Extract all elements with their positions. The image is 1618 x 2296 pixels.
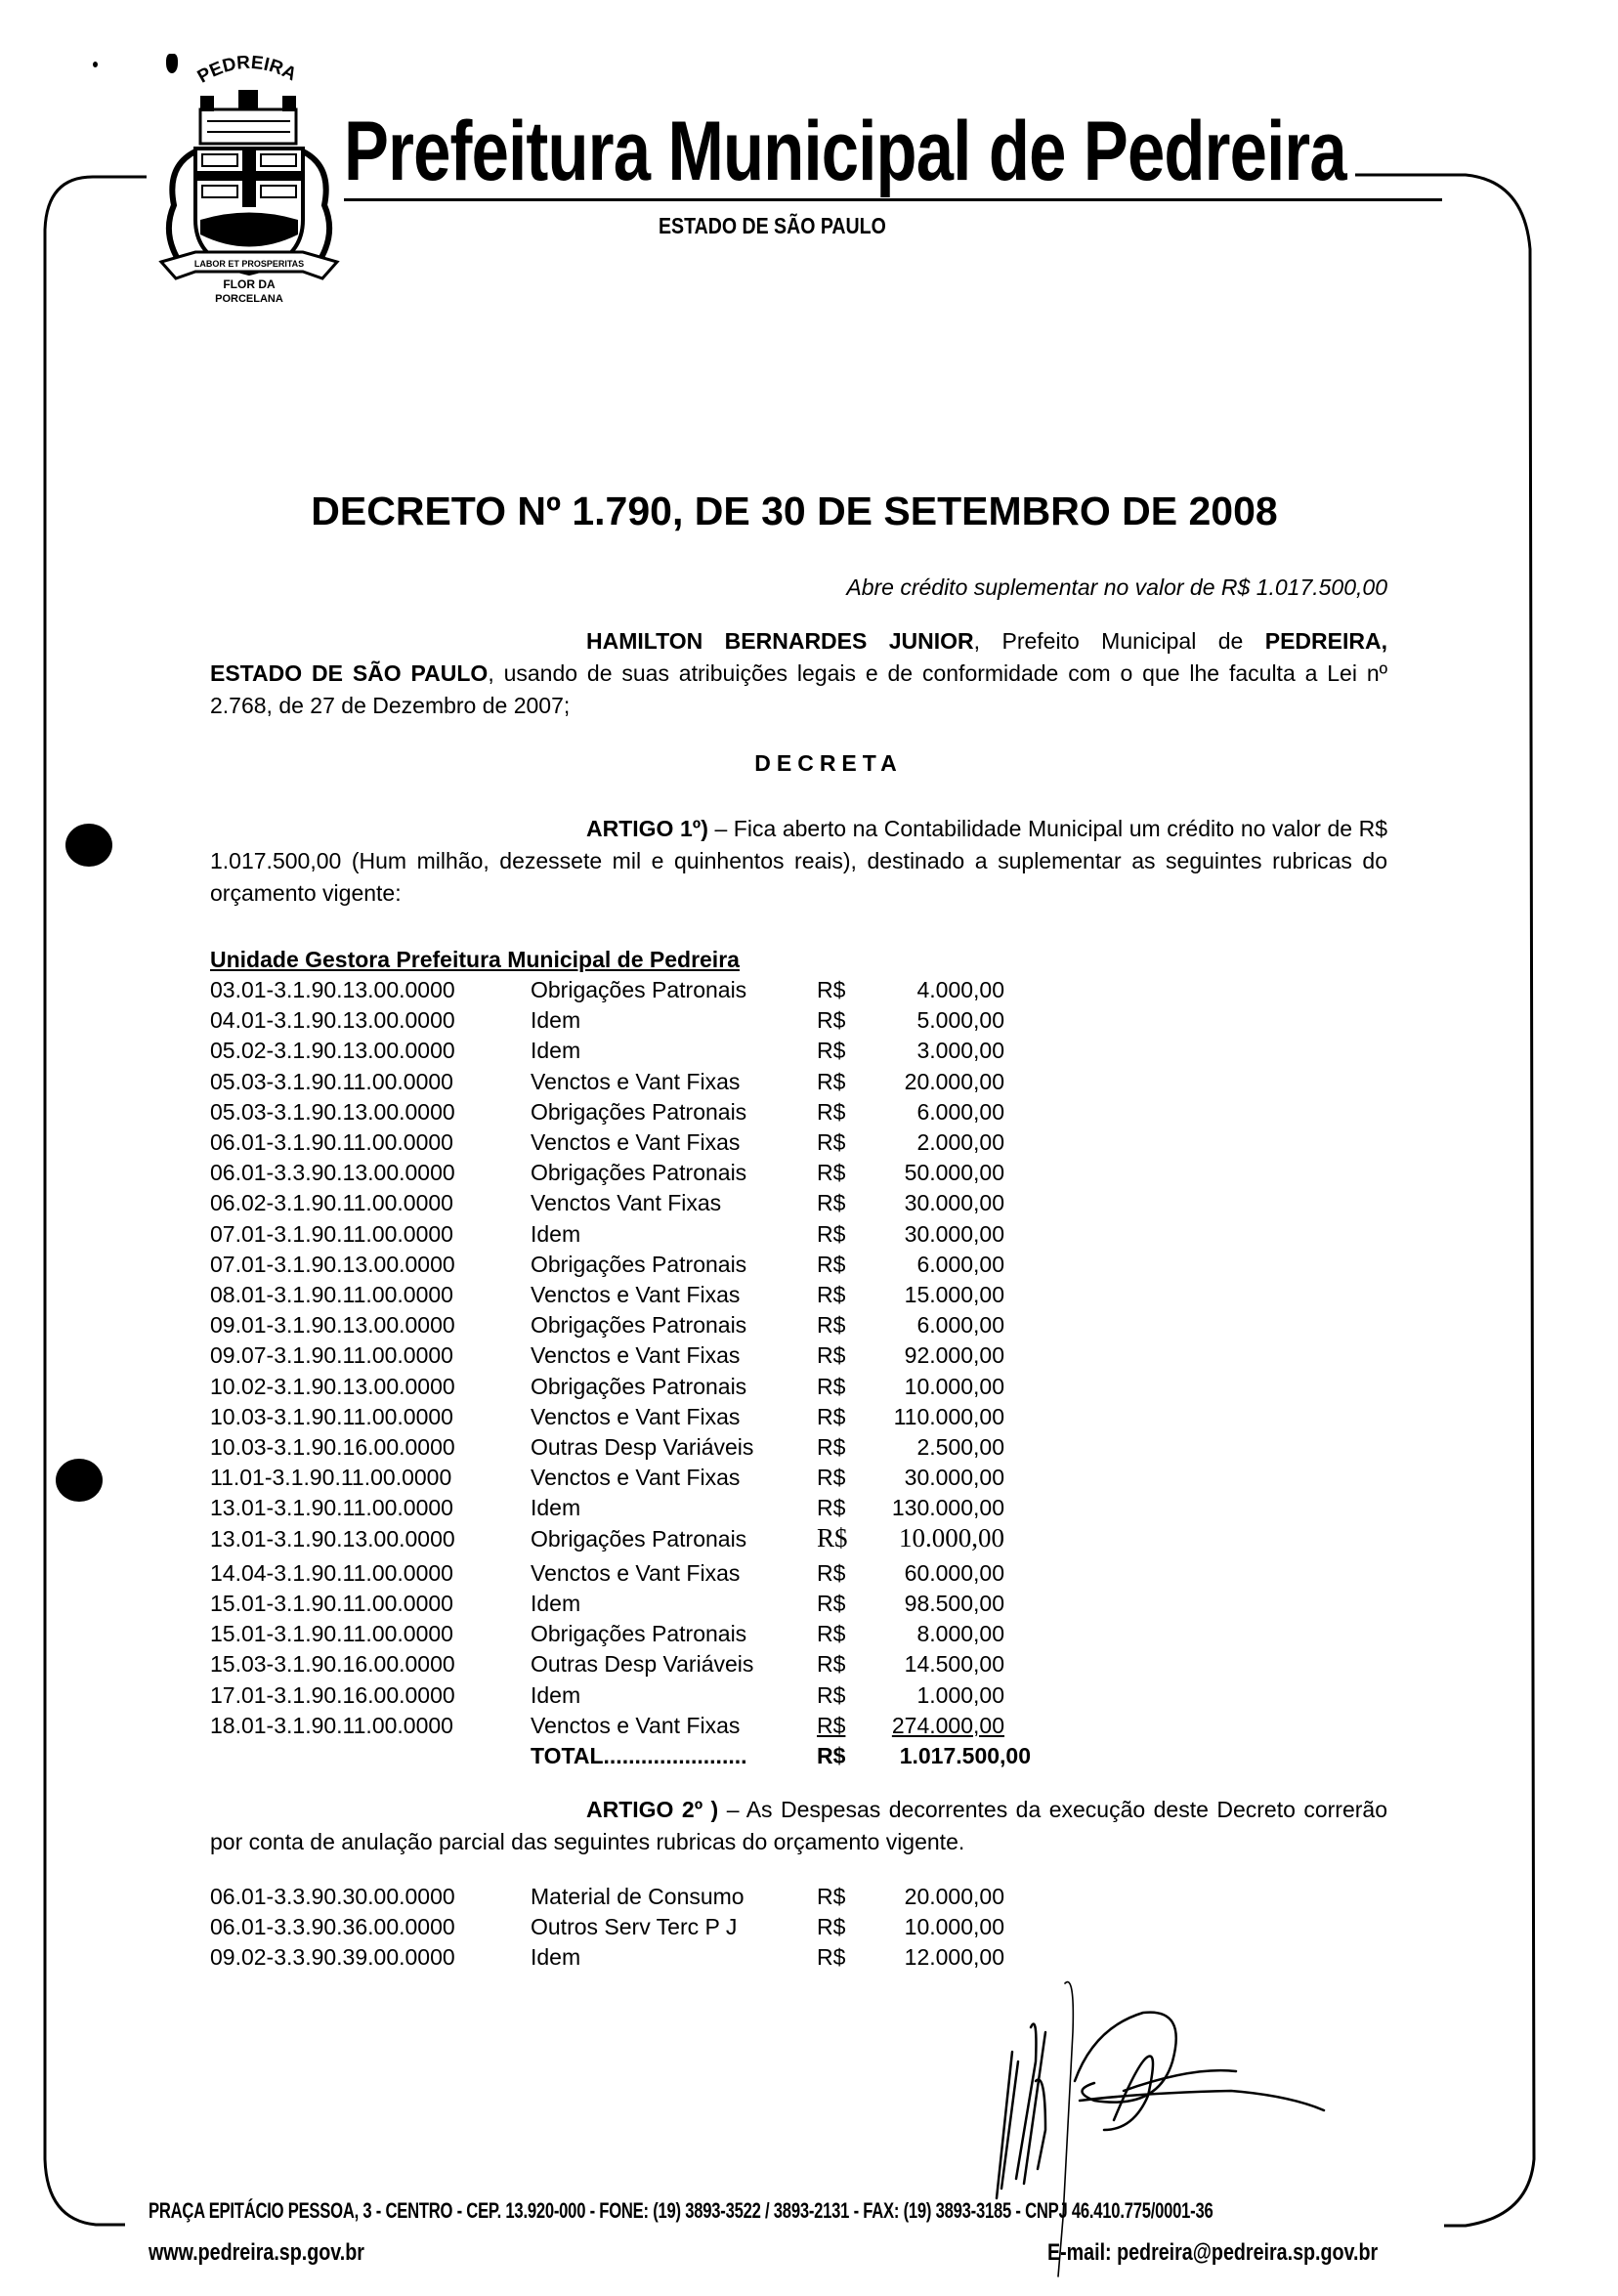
cell-currency: R$ (817, 1068, 846, 1094)
artigo-2-label: ARTIGO 2º ) (586, 1797, 719, 1822)
cell-value: 6.000,00 (916, 1251, 1004, 1277)
cell-code: 09.01-3.1.90.13.00.0000 (210, 1312, 455, 1339)
cell-currency: R$ (817, 1190, 846, 1216)
municipality-name: PEDREIRA, ESTADO DE SÃO PAULO (210, 628, 1387, 686)
cell-value: 130.000,00 (891, 1495, 1004, 1521)
cell-code: 15.01-3.1.90.11.00.0000 (210, 1621, 453, 1647)
table-1-heading: Unidade Gestora Prefeitura Municipal de Pedreira (210, 947, 740, 972)
cell-description: Idem (531, 1007, 581, 1034)
cell-code: 07.01-3.1.90.11.00.0000 (210, 1220, 453, 1247)
cell-value: 30.000,00 (904, 1190, 1004, 1216)
cell-value: 20.000,00 (904, 1884, 1004, 1909)
cell-value: 10.000,00 (904, 1373, 1004, 1399)
cell-code: 06.02-3.1.90.11.00.0000 (210, 1190, 453, 1216)
preamble-text-2: , usando de suas atribuições legais e de conformidade com o que lhe faculta a Lei nº 2.768, de 27 de Dezembro de 2007; (210, 660, 1388, 718)
scan-mark (93, 62, 98, 67)
cell-description: Idem (531, 1495, 581, 1521)
cell-description: Venctos e Vant Fixas (531, 1712, 741, 1738)
cell-code: 18.01-3.1.90.11.00.0000 (210, 1712, 453, 1738)
cell-description: Venctos e Vant Fixas (531, 1282, 741, 1307)
cell-currency: R$ (817, 1129, 846, 1155)
cell-description: Venctos e Vant Fixas (531, 1068, 741, 1094)
cell-code: 06.01-3.3.90.13.00.0000 (210, 1160, 455, 1186)
email-link[interactable]: E-mail: pedreira@pedreira.sp.gov.br (1047, 2239, 1379, 2266)
cell-description: Idem (531, 1944, 581, 1970)
decree-ementa: Abre crédito suplementar no valor de R$ 1.017.500,00 (846, 574, 1387, 600)
decreta-text: DECRETA (754, 750, 903, 776)
cell-code: 15.01-3.1.90.11.00.0000 (210, 1591, 453, 1616)
cell-description: Obrigações Patronais (531, 1160, 747, 1186)
cell-currency: R$ (817, 1465, 846, 1491)
cell-currency: R$ (817, 1251, 846, 1277)
cell-value: 14.500,00 (904, 1651, 1004, 1678)
cell-description: Idem (531, 1220, 581, 1247)
artigo-1-label: ARTIGO 1º) (586, 816, 708, 841)
cell-description: Venctos e Vant Fixas (531, 1403, 741, 1429)
coat-of-arms-icon (156, 39, 342, 303)
cell-code: 10.03-3.1.90.16.00.0000 (210, 1434, 455, 1460)
cell-code: 05.02-3.1.90.13.00.0000 (210, 1038, 455, 1064)
cell-value: 50.000,00 (904, 1160, 1004, 1186)
cell-code: 15.03-3.1.90.16.00.0000 (210, 1651, 455, 1678)
total-currency: R$ (817, 1743, 846, 1768)
cell-value: 98.500,00 (904, 1591, 1004, 1616)
preamble-paragraph (210, 625, 1387, 722)
cell-description: Idem (531, 1681, 581, 1708)
cell-description: Obrigações Patronais (531, 1251, 747, 1277)
cell-currency: R$ (817, 1651, 846, 1678)
preamble-text-1: , Prefeito Municipal de (973, 628, 1265, 654)
cell-code: 13.01-3.1.90.11.00.0000 (210, 1495, 453, 1521)
cell-code: 17.01-3.1.90.16.00.0000 (210, 1681, 455, 1708)
cell-code: 13.01-3.1.90.13.00.0000 (210, 1525, 455, 1552)
cell-code: 10.03-3.1.90.11.00.0000 (210, 1403, 453, 1429)
cell-code: 14.04-3.1.90.11.00.0000 (210, 1559, 453, 1586)
logo-top-text: PEDREIRA (193, 52, 300, 88)
cell-code: 11.01-3.1.90.11.00.0000 (210, 1465, 452, 1491)
cell-value: 60.000,00 (904, 1559, 1004, 1586)
punch-hole (65, 824, 112, 867)
cell-currency: R$ (817, 1434, 846, 1460)
cell-description: Obrigações Patronais (531, 1312, 747, 1339)
cell-description: Venctos e Vant Fixas (531, 1129, 741, 1155)
cell-description: Venctos e Vant Fixas (531, 1559, 741, 1586)
logo-motto: LABOR ET PROSPERITAS (193, 259, 305, 269)
cell-currency: R$ (817, 1559, 846, 1586)
decreta-heading (0, 750, 1618, 777)
cell-code: 07.01-3.1.90.13.00.0000 (210, 1251, 455, 1277)
cell-description: Obrigações Patronais (531, 1525, 747, 1552)
cell-description: Outros Serv Terc P J (531, 1914, 738, 1939)
punch-hole (56, 1459, 103, 1502)
cell-currency: R$ (817, 1373, 846, 1399)
decree-title (0, 489, 1618, 534)
cell-code: 05.03-3.1.90.11.00.0000 (210, 1068, 453, 1094)
cell-description: Idem (531, 1591, 581, 1616)
cell-currency: R$ (817, 1342, 846, 1369)
footer-address: PRAÇA EPITÁCIO PESSOA, 3 - CENTRO - CEP. 13.920-000 - FONE: (19) 3893-3522 / 3893-2131 - FAX: (19) 3893-3185 - CNPJ 46.410.775/0001-36 (149, 2198, 1214, 2223)
cell-value: 3.000,00 (916, 1038, 1004, 1064)
cell-code: 09.07-3.1.90.11.00.0000 (210, 1342, 453, 1369)
total-label: TOTAL....................... (531, 1743, 747, 1768)
cell-code: 03.01-3.1.90.13.00.0000 (210, 977, 455, 1002)
cell-value: 4.000,00 (916, 977, 1004, 1002)
cell-currency: R$ (817, 977, 846, 1002)
total-value: 1.017.500,00 (899, 1743, 1031, 1768)
cell-code: 06.01-3.3.90.36.00.0000 (210, 1914, 455, 1939)
logo-bottom-text-1: FLOR DA (223, 277, 276, 291)
artigo-2-text: – As Despesas decorrentes da execução deste Decreto correrão por conta de anulação parcial das seguintes rubricas do orçamento vigente. (210, 1797, 1388, 1854)
cell-currency: R$ (817, 1098, 846, 1125)
cell-description: Outras Desp Variáveis (531, 1651, 754, 1678)
cell-currency: R$ (817, 1712, 846, 1738)
cell-currency: R$ (817, 1591, 846, 1616)
cell-description: Obrigações Patronais (531, 1373, 747, 1399)
cell-value: 10.000,00 (904, 1914, 1004, 1939)
letterhead-rule (344, 198, 1442, 201)
cell-value: 5.000,00 (916, 1007, 1004, 1034)
cell-value: 274.000,00 (891, 1712, 1004, 1738)
logo-bottom-text-2: PORCELANA (215, 293, 283, 303)
cell-currency: R$ (817, 1884, 846, 1909)
letterhead-subtitle (116, 213, 1492, 239)
cell-description: Idem (531, 1038, 581, 1064)
cell-code: 06.01-3.1.90.11.00.0000 (210, 1129, 453, 1155)
cell-description: Obrigações Patronais (531, 1098, 747, 1125)
cell-currency: R$ (817, 1522, 848, 1552)
cell-currency: R$ (817, 1160, 846, 1186)
cell-code: 06.01-3.3.90.30.00.0000 (210, 1884, 455, 1909)
cell-value: 6.000,00 (916, 1098, 1004, 1125)
cell-value: 110.000,00 (893, 1403, 1004, 1429)
mayor-name: HAMILTON BERNARDES JUNIOR (586, 628, 974, 654)
cell-currency: R$ (817, 1403, 846, 1429)
cell-code: 10.02-3.1.90.13.00.0000 (210, 1373, 455, 1399)
cell-description: Venctos e Vant Fixas (531, 1342, 741, 1369)
cell-value: 6.000,00 (916, 1312, 1004, 1339)
cell-description: Obrigações Patronais (531, 977, 747, 1002)
cell-currency: R$ (817, 1944, 846, 1970)
cell-currency: R$ (817, 1220, 846, 1247)
cell-value: 20.000,00 (904, 1068, 1004, 1094)
cell-currency: R$ (817, 1038, 846, 1064)
decree-title-text: DECRETO Nº 1.790, DE 30 DE SETEMBRO DE 2008 (311, 489, 1278, 533)
artigo-2-paragraph (210, 1794, 1387, 1858)
cell-currency: R$ (817, 1621, 846, 1647)
cell-description: Venctos e Vant Fixas (531, 1465, 741, 1491)
artigo-1-text: – Fica aberto na Contabilidade Municipal um crédito no valor de R$ 1.017.500,00 (Hum milhão, dezessete mil e quinhentos reais), destinado a suplementar as seguintes rubricas do orçamento vigente: (210, 816, 1387, 906)
cell-value: 1.000,00 (916, 1681, 1004, 1708)
website-link[interactable]: www.pedreira.sp.gov.br (149, 2239, 364, 2266)
cell-code: 05.03-3.1.90.13.00.0000 (210, 1098, 455, 1125)
letterhead-subtitle-text: ESTADO DE SÃO PAULO (659, 213, 886, 238)
cell-value: 2.500,00 (916, 1434, 1004, 1460)
svg-text:PEDREIRA (194, 53, 300, 88)
cell-code: 08.01-3.1.90.11.00.0000 (210, 1282, 453, 1307)
cell-code: 04.01-3.1.90.13.00.0000 (210, 1007, 455, 1034)
cell-value: 2.000,00 (916, 1129, 1004, 1155)
cell-description: Venctos Vant Fixas (531, 1190, 722, 1216)
letterhead-title: Prefeitura Municipal de Pedreira (344, 105, 1346, 198)
cell-value: 8.000,00 (916, 1621, 1004, 1647)
cell-currency: R$ (817, 1681, 846, 1708)
cell-code: 09.02-3.3.90.39.00.0000 (210, 1944, 455, 1970)
cell-description: Obrigações Patronais (531, 1621, 747, 1647)
cell-value: 12.000,00 (904, 1944, 1004, 1970)
artigo-1-paragraph (210, 813, 1387, 910)
cell-currency: R$ (817, 1914, 846, 1939)
cell-value: 15.000,00 (904, 1282, 1004, 1307)
cell-value: 30.000,00 (904, 1465, 1004, 1491)
cell-currency: R$ (817, 1282, 846, 1307)
cell-currency: R$ (817, 1495, 846, 1521)
cell-currency: R$ (817, 1312, 846, 1339)
cell-currency: R$ (817, 1007, 846, 1034)
cell-value: 30.000,00 (904, 1220, 1004, 1247)
cell-description: Material de Consumo (531, 1884, 745, 1909)
cell-value: 92.000,00 (904, 1342, 1004, 1369)
cell-description: Outras Desp Variáveis (531, 1434, 754, 1460)
cell-value: 10.000,00 (899, 1522, 1004, 1552)
